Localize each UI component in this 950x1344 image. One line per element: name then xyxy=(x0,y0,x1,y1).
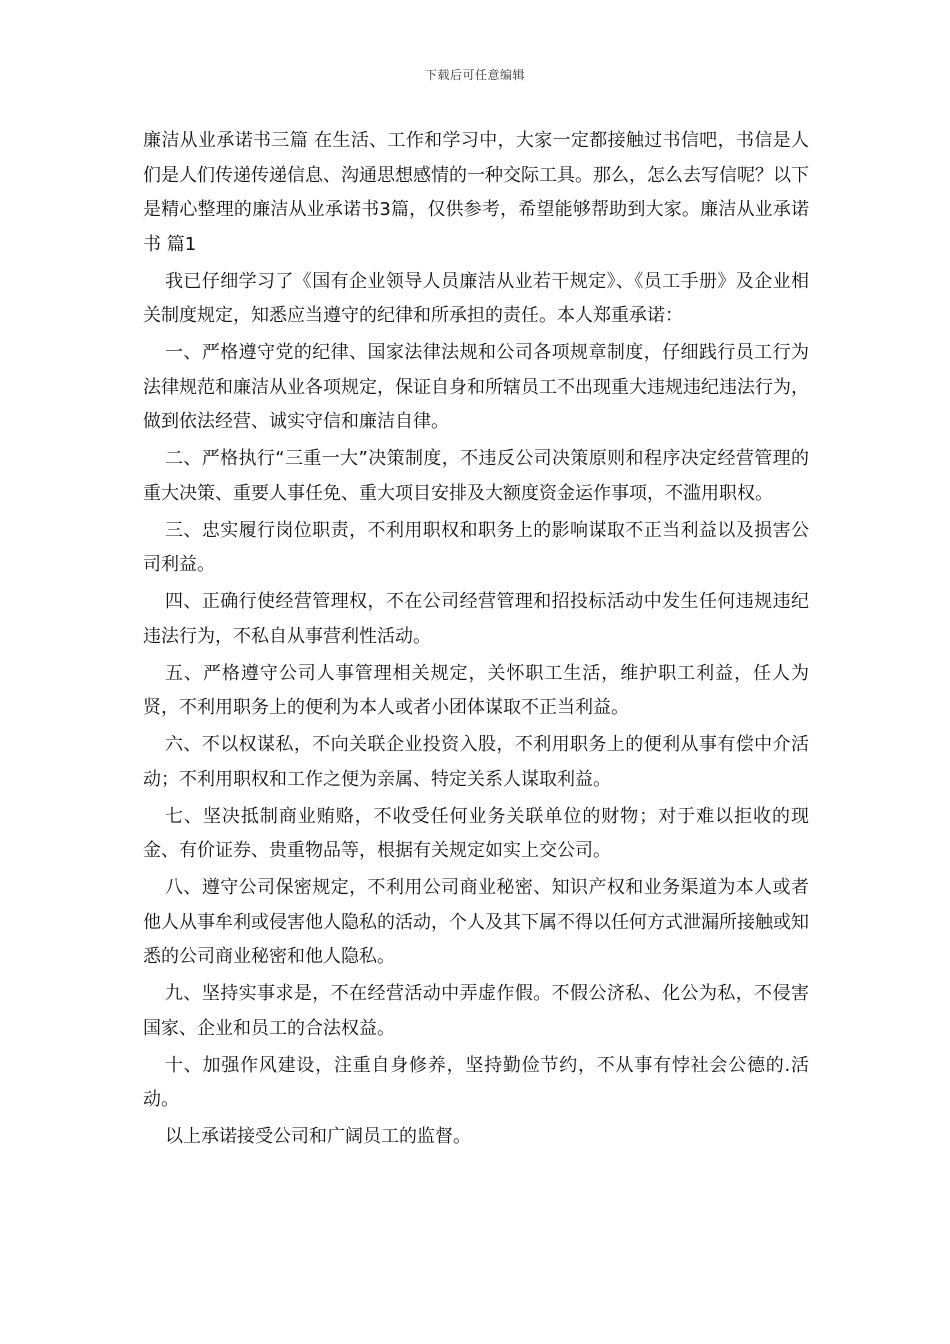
document-body xyxy=(143,124,809,1157)
paragraph: 六、不以权谋私，不向关联企业投资入股，不利用职务上的便利从事有偿中介活动；不利用职权和工作之便为亲属、特定关系人谋取利益。 xyxy=(143,734,809,790)
paragraph: 四、正确行使经营管理权，不在公司经营管理和招投标活动中发生任何违规违纪违法行为，不私自从事营利性活动。 xyxy=(143,591,809,647)
paragraph: 八、遵守公司保密规定，不利用公司商业秘密、知识产权和业务渠道为本人或者他人从事牟利或侵害他人隐私的活动，个人及其下属不得以任何方式泄漏所接触或知悉的公司商业秘密和他人隐私。 xyxy=(143,877,809,967)
paragraph: 五、严格遵守公司人事管理相关规定，关怀职工生活，维护职工利益，任人为贤，不利用职务上的便利为本人或者小团体谋取不正当利益。 xyxy=(143,662,809,718)
paragraph: 三、忠实履行岗位职责，不利用职权和职务上的影响谋取不正当利益以及损害公司利益。 xyxy=(143,519,809,575)
paragraph: 九、坚持实事求是，不在经营活动中弄虚作假。不假公济私、化公为私，不侵害国家、企业和员工的合法权益。 xyxy=(143,983,809,1039)
paragraph: 二、严格执行“三重一大”决策制度，不违反公司决策原则和程序决定经营管理的重大决策、重要人事任免、重大项目安排及大额度资金运作事项，不滥用职权。 xyxy=(143,448,809,504)
paragraph: 一、严格遵守党的纪律、国家法律法规和公司各项规章制度，仔细践行员工行为法律规范和廉洁从业各项规定，保证自身和所辖员工不出现重大违规违纪违法行为，做到依法经营、诚实守信和廉洁自律。 xyxy=(143,342,809,432)
paragraph: 十、加强作风建设，注重自身修养，坚持勤俭节约，不从事有悖社会公德的.活动。 xyxy=(143,1054,809,1110)
paragraph: 我已仔细学习了《国有企业领导人员廉洁从业若干规定》、《员工手册》及企业相关制度规定，知悉应当遵守的纪律和所承担的责任。本人郑重承诺： xyxy=(143,270,809,326)
header-note: 下载后可任意编辑 xyxy=(424,68,525,82)
paragraph: 七、坚决抵制商业贿赂，不收受任何业务关联单位的财物；对于难以拒收的现金、有价证券、贵重物品等，根据有关规定如实上交公司。 xyxy=(143,805,809,861)
paragraph: 以上承诺接受公司和广阔员工的监督。 xyxy=(165,1126,471,1147)
intro-paragraph: 廉洁从业承诺书三篇 在生活、工作和学习中，大家一定都接触过书信吧，书信是人们是人们传递传递信息、沟通思想感情的一种交际工具。那么，怎么去写信呢？以下是精心整理的廉洁从业承诺书3篇，仅供参考，希望能够帮助到大家。廉洁从业承诺书 篇1 xyxy=(143,130,809,255)
